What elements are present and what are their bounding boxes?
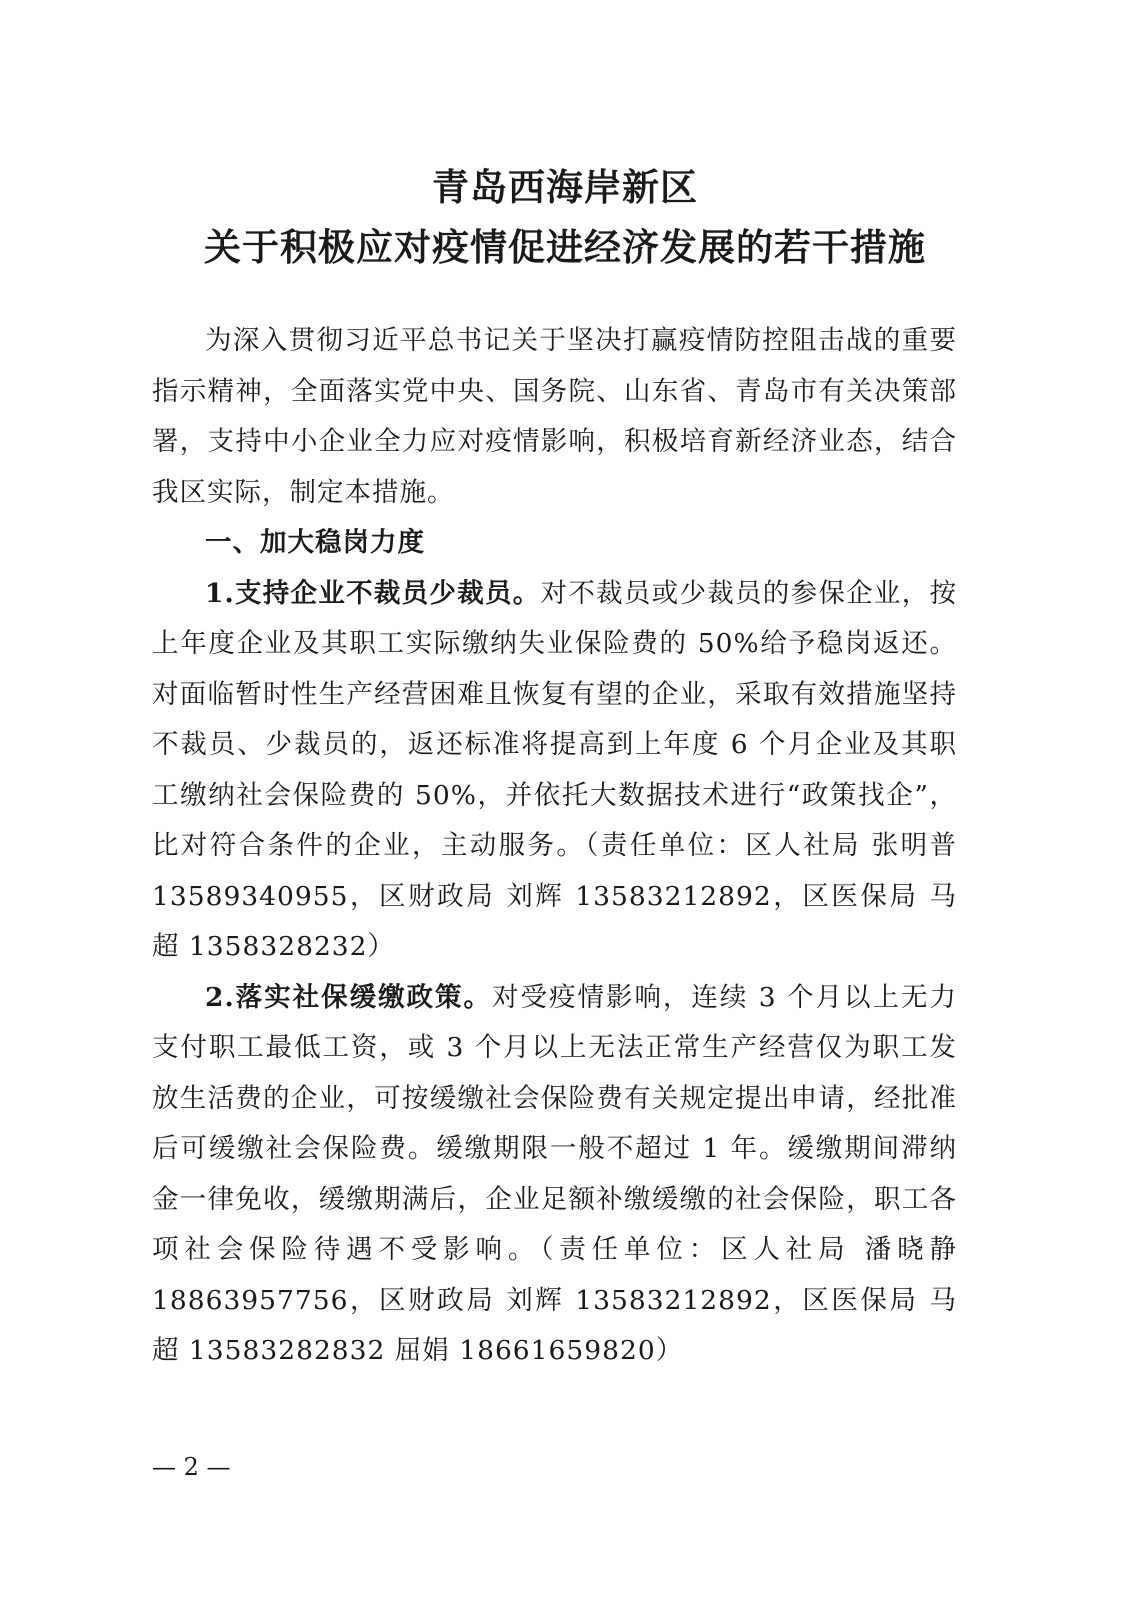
title-line-2: 关于积极应对疫情促进经济发展的若干措施 <box>204 226 926 269</box>
title-line-1: 青岛西海岸新区 <box>432 166 698 209</box>
item-1-body: 对不裁员或少裁员的参保企业，按上年度企业及其职工实际缴纳失业保险费的 50%给予稳岗返还。对面临暂时性生产经营困难且恢复有望的企业，采取有效措施坚持不裁员、少裁员的，返还标准将提高到上年度 6 个月企业及其职工缴纳社会保险费的 50%，并依托大数据技术进行“政策找企”，比对符合条件的企业，主动服务。（责任单位：区人社局 张明普 13589340955，区财政局 刘辉 13583212892，区医保局 马超 1358328232） <box>152 577 957 962</box>
document-body <box>152 316 957 1377</box>
document-title <box>0 158 1130 278</box>
item-2-paragraph <box>152 973 957 1377</box>
item-1-paragraph <box>152 569 957 973</box>
item-2-body: 对受疫情影响，连续 3 个月以上无力支付职工最低工资，或 3 个月以上无法正常生产经营仅为职工发放生活费的企业，可按缓缴社会保险费有关规定提出申请，经批准后可缓缴社会保险费。缓缴期限一般不超过 1 年。缓缴期间滞纳金一律免收，缓缴期满后，企业足额补缴缓缴的社会保险，职工各项社会保险待遇不受影响。（责任单位：区人社局 潘晓静 18863957756，区财政局 刘辉 13583212892，区医保局 马超 13583282832 屈娟 18661659820） <box>152 981 957 1366</box>
item-1-heading: 1.支持企业不裁员少裁员。 <box>205 577 541 609</box>
section-heading: 一、加大稳岗力度 <box>205 527 425 558</box>
page-number: — 2 — <box>152 1453 231 1481</box>
item-2-heading: 2.落实社保缓缴政策。 <box>205 981 493 1013</box>
intro-paragraph: 为深入贯彻习近平总书记关于坚决打赢疫情防控阻击战的重要指示精神，全面落实党中央、国务院、山东省、青岛市有关决策部署，支持中小企业全力应对疫情影响，积极培育新经济业态，结合我区实际，制定本措施。 <box>152 325 957 508</box>
